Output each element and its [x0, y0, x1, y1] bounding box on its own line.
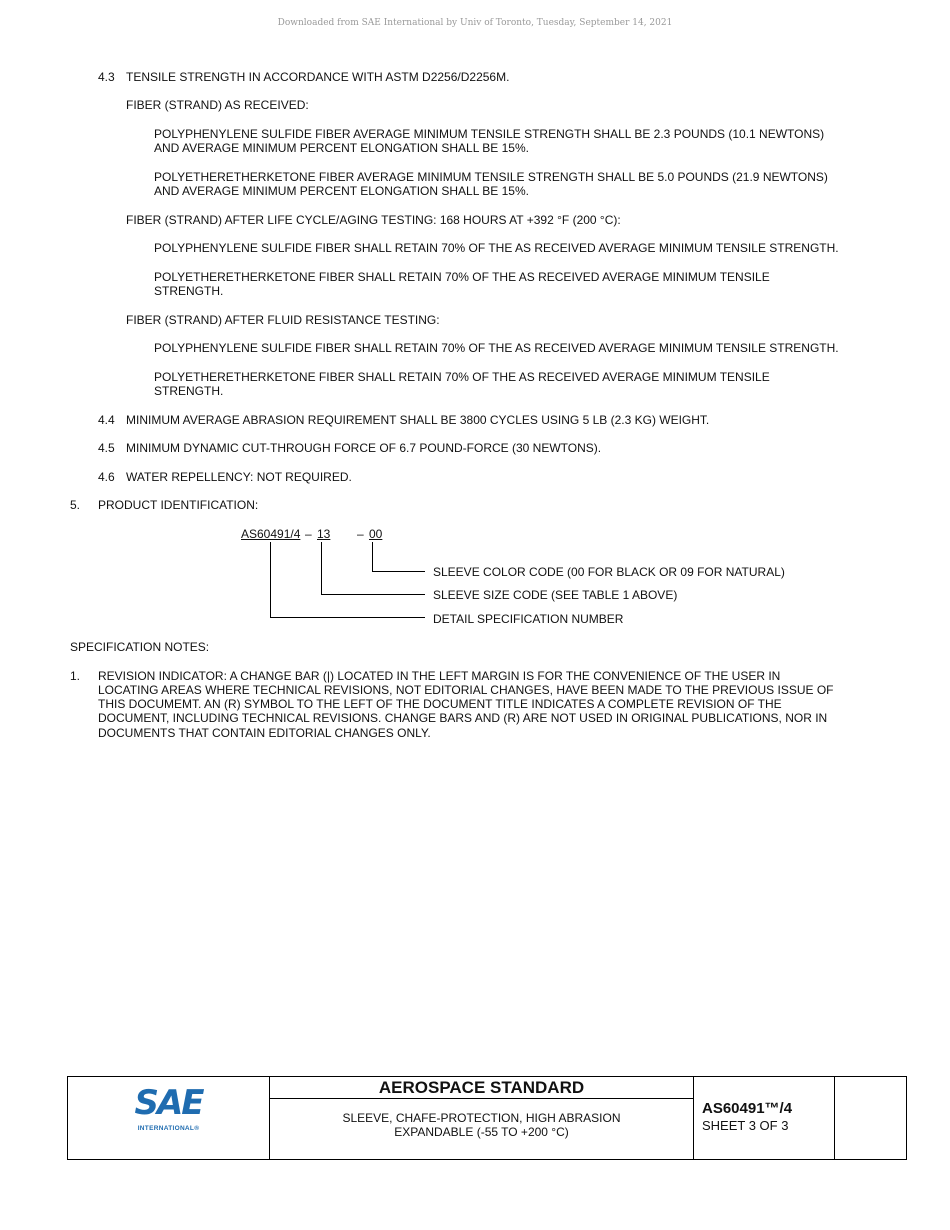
paragraph-line: AND AVERAGE MINIMUM PERCENT ELONGATION SHALL BE 15%. — [154, 141, 529, 155]
download-watermark: Downloaded from SAE International by Univ of Toronto, Tuesday, September 14, 2021 — [277, 18, 673, 28]
paragraph-line: STRENGTH. — [154, 284, 224, 298]
registered-mark: ® — [194, 1125, 200, 1132]
title-block-divider — [693, 1076, 694, 1159]
sae-logo-subtitle: INTERNATIONAL — [137, 1125, 195, 1132]
section-text: MINIMUM AVERAGE ABRASION REQUIREMENT SHALL BE 3800 CYCLES USING 5 LB (2.3 KG) WEIGHT. — [126, 413, 710, 427]
notes-heading: SPECIFICATION NOTES: — [70, 640, 210, 654]
paragraph-line: POLYETHERETHERKETONE FIBER SHALL RETAIN 70% OF THE AS RECEIVED AVERAGE MINIMUM TENSILE — [154, 270, 770, 284]
standard-type: AEROSPACE STANDARD — [378, 1078, 585, 1097]
label-detail-spec: DETAIL SPECIFICATION NUMBER — [433, 612, 624, 626]
paragraph-line: POLYETHERETHERKETONE FIBER AVERAGE MINIMUM TENSILE STRENGTH SHALL BE 5.0 POUNDS (21.9 NEWTONS) — [154, 170, 828, 184]
leader-line-size — [321, 542, 322, 595]
part-size-code: 13 — [317, 527, 331, 541]
section-heading: TENSILE STRENGTH IN ACCORDANCE WITH ASTM D2256/D2256M. — [126, 70, 510, 84]
leader-line-size — [321, 594, 425, 595]
paragraph-line: POLYPHENYLENE SULFIDE FIBER SHALL RETAIN 70% OF THE AS RECEIVED AVERAGE MINIMUM TENSILE STRENGTH. — [154, 241, 839, 255]
leader-line-color — [372, 542, 373, 572]
subsection-label: FIBER (STRAND) AS RECEIVED: — [126, 98, 309, 112]
subsection-label: FIBER (STRAND) AFTER FLUID RESISTANCE TESTING: — [126, 313, 440, 327]
section-heading: PRODUCT IDENTIFICATION: — [98, 498, 259, 512]
leader-line-color — [372, 571, 425, 572]
part-color-code: 00 — [369, 527, 383, 541]
section-text: MINIMUM DYNAMIC CUT-THROUGH FORCE OF 6.7 POUND-FORCE (30 NEWTONS). — [126, 441, 602, 455]
paragraph-line: POLYETHERETHERKETONE FIBER SHALL RETAIN 70% OF THE AS RECEIVED AVERAGE MINIMUM TENSILE — [154, 370, 770, 384]
sheet-number: SHEET 3 OF 3 — [702, 1118, 789, 1133]
section-text: WATER REPELLENCY: NOT REQUIRED. — [126, 470, 352, 484]
subsection-label: FIBER (STRAND) AFTER LIFE CYCLE/AGING TESTING: 168 HOURS AT +392 °F (200 °C): — [126, 213, 621, 227]
part-dash: – — [357, 527, 364, 541]
sae-logo-wordmark: SAE — [134, 1083, 203, 1123]
note-line: THIS DOCUMEMT. AN (R) SYMBOL TO THE LEFT OF THE DOCUMENT TITLE INDICATES A COMPLETE REVISION OF THE — [98, 697, 782, 711]
label-size-code: SLEEVE SIZE CODE (SEE TABLE 1 ABOVE) — [433, 588, 678, 602]
paragraph-line: STRENGTH. — [154, 384, 224, 398]
part-dash: – — [305, 527, 312, 541]
document-title-line: SLEEVE, CHAFE-PROTECTION, HIGH ABRASION — [342, 1111, 621, 1125]
title-block-divider — [269, 1098, 694, 1099]
leader-line-detail — [270, 617, 425, 618]
document-title-line: EXPANDABLE (-55 TO +200 °C) — [394, 1125, 569, 1139]
leader-line-detail — [270, 542, 271, 618]
document-number: AS60491™/4 — [702, 1100, 793, 1117]
title-block-divider — [834, 1076, 835, 1159]
section-number: 4.6 — [98, 470, 115, 484]
note-line: DOCUMENTS THAT CONTAIN EDITORIAL CHANGES ONLY. — [98, 726, 431, 740]
note-line: REVISION INDICATOR: A CHANGE BAR (|) LOCATED IN THE LEFT MARGIN IS FOR THE CONVENIENCE OF THE USER IN — [98, 669, 781, 683]
section-number: 4.4 — [98, 413, 115, 427]
part-base-number: AS60491/4 — [241, 527, 301, 541]
sae-logo — [68, 1077, 269, 1158]
note-line: DOCUMENT, INCLUDING TECHNICAL REVISIONS. CHANGE BARS AND (R) ARE NOT USED IN ORIGINAL PUBLICATIONS, NOR IN — [98, 711, 828, 725]
section-number: 4.3 — [98, 70, 115, 84]
note-line: LOCATING AREAS WHERE TECHNICAL REVISIONS, NOT EDITORIAL CHANGES, HAVE BEEN MADE TO THE PREVIOUS ISSUE OF — [98, 683, 834, 697]
section-number: 5. — [70, 498, 81, 512]
paragraph-line: POLYPHENYLENE SULFIDE FIBER AVERAGE MINIMUM TENSILE STRENGTH SHALL BE 2.3 POUNDS (10.1 NEWTONS) — [154, 127, 825, 141]
section-number: 4.5 — [98, 441, 115, 455]
note-number: 1. — [70, 669, 81, 683]
paragraph-line: AND AVERAGE MINIMUM PERCENT ELONGATION SHALL BE 15%. — [154, 184, 529, 198]
label-color-code: SLEEVE COLOR CODE (00 FOR BLACK OR 09 FOR NATURAL) — [433, 565, 785, 579]
paragraph-line: POLYPHENYLENE SULFIDE FIBER SHALL RETAIN 70% OF THE AS RECEIVED AVERAGE MINIMUM TENSILE STRENGTH. — [154, 341, 839, 355]
